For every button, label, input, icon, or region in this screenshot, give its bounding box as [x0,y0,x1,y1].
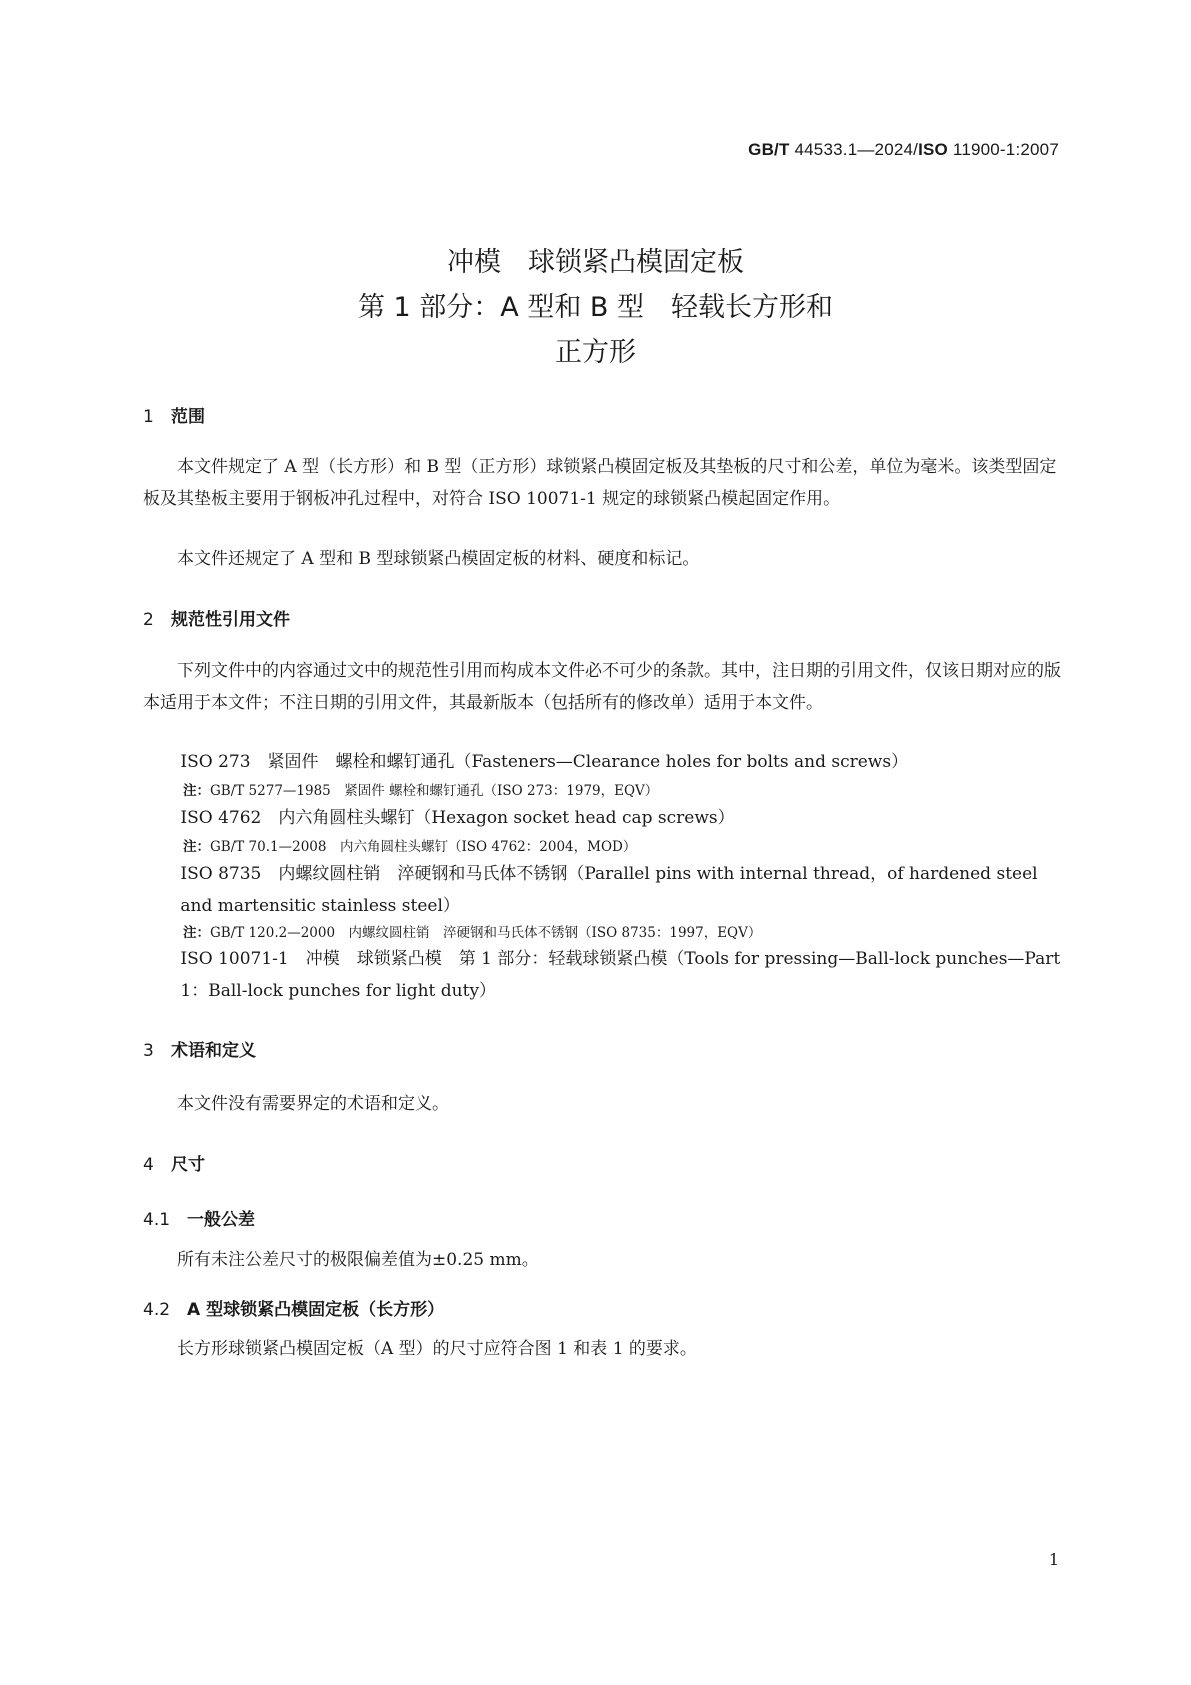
note-text: GB/T 120.2—2000 内螺纹圆柱销 淬硬钢和马氏体不锈钢（ISO 8735：1997，EQV） [210,925,762,941]
section-4-heading [143,1150,205,1175]
note-label: 注： [183,839,210,855]
title-line-1: 冲模 球锁紧凸模固定板 [447,247,744,278]
title-line-2: 第 1 部分：A 型和 B 型 轻载长方形和 [357,292,834,323]
reference-item [143,943,1063,1007]
page-header [748,140,1059,160]
reference-text: ISO 4762 内六角圆柱头螺钉（Hexagon socket head cap screws） [180,808,735,828]
section-number: 1 [143,407,154,427]
terms-paragraph: 本文件没有需要界定的术语和定义。 [177,1094,449,1114]
section-number: 4.1 [143,1210,171,1230]
reference-item [143,746,1063,778]
standard-prefix: GB/T [748,140,790,159]
section-title: 术语和定义 [171,1041,256,1061]
section-1-heading [143,402,205,427]
note-text: GB/T 70.1—2008 内六角圆柱头螺钉（ISO 4762：2004，MOD） [210,839,637,855]
section-title: 一般公差 [187,1210,255,1230]
reference-note [183,779,658,799]
reference-text: ISO 10071-1 冲模 球锁紧凸模 第 1 部分：轻载球锁紧凸模（Tools for pressing—Ball-lock punches—Part 1：Ball-lock punches for light duty） [180,949,1061,1001]
tolerance-paragraph: 所有未注公差尺寸的极限偏差值为±0.25 mm。 [177,1250,539,1270]
normative-intro: 下列文件中的内容通过文中的规范性引用而构成本文件必不可少的条款。其中，注日期的引用文件，仅该日期对应的版本适用于本文件；不注日期的引用文件，其最新版本（包括所有的修改单）适用于本文件。 [143,661,1061,713]
reference-item [143,802,1063,834]
section-number: 4 [143,1155,154,1175]
note-label: 注： [183,783,210,799]
section-title: 规范性引用文件 [171,610,290,630]
section-4-2-heading [143,1295,444,1320]
type-a-paragraph: 长方形球锁紧凸模固定板（A 型）的尺寸应符合图 1 和表 1 的要求。 [177,1339,697,1359]
section-number: 2 [143,610,154,630]
section-number: 4.2 [143,1300,171,1320]
note-text: GB/T 5277—1985 紧固件 螺栓和螺钉通孔（ISO 273：1979，EQV） [210,783,659,799]
reference-note [183,835,636,855]
note-label: 注： [183,925,210,941]
page-number: 1 [1048,1550,1059,1569]
reference-text: ISO 8735 内螺纹圆柱销 淬硬钢和马氏体不锈钢（Parallel pins with internal thread，of hardened steel and martensitic stainless steel） [180,864,1038,916]
section-number: 3 [143,1041,154,1061]
iso-id: 11900-1:2007 [952,140,1059,159]
section-3-heading [143,1036,256,1061]
section-2-heading [143,605,290,630]
scope-paragraph-1: 本文件规定了 A 型（长方形）和 B 型（正方形）球锁紧凸模固定板及其垫板的尺寸和公差，单位为毫米。该类型固定板及其垫板主要用于钢板冲孔过程中，对符合 ISO 10071-1 规定的球锁紧凸模起固定作用。 [143,457,1057,509]
reference-item [143,858,1063,922]
reference-note [183,921,761,941]
scope-paragraph-2: 本文件还规定了 A 型和 B 型球锁紧凸模固定板的材料、硬度和标记。 [177,549,700,569]
section-title: 范围 [171,407,205,427]
document-title [0,240,1191,375]
section-4-1-heading [143,1205,255,1230]
section-title: A 型球锁紧凸模固定板（长方形） [187,1300,445,1320]
section-title: 尺寸 [171,1155,205,1175]
title-line-3: 正方形 [555,337,636,368]
iso-prefix: ISO [918,140,948,159]
standard-id: 44533.1—2024/ [794,140,919,159]
reference-text: ISO 273 紧固件 螺栓和螺钉通孔（Fasteners—Clearance holes for bolts and screws） [180,752,909,772]
